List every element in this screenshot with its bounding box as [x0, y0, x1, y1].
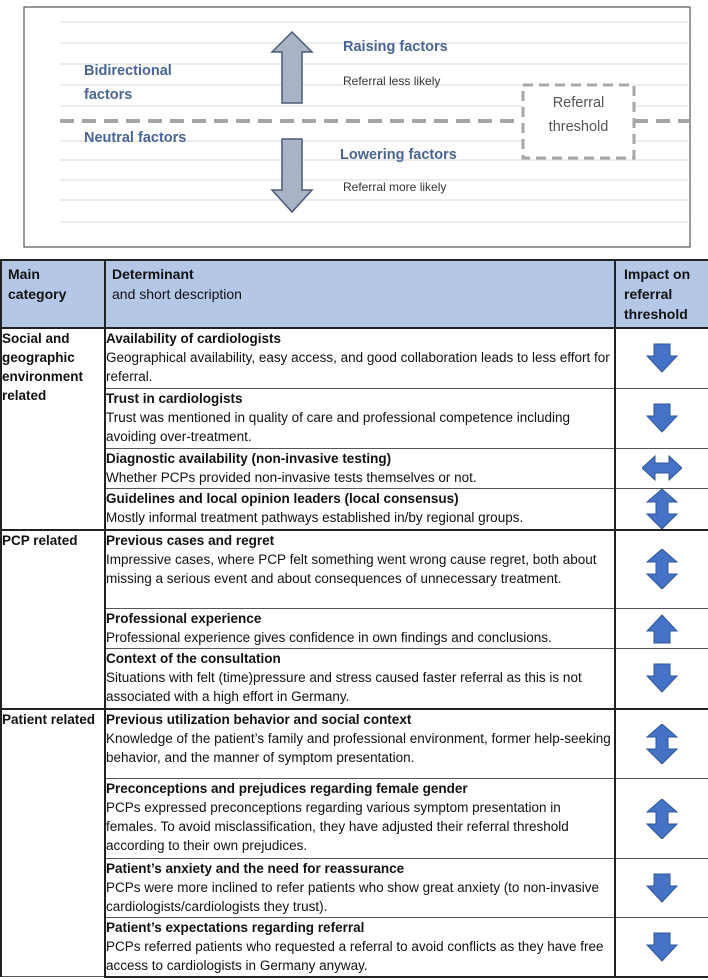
bidirectional-label-2: factors [84, 87, 133, 103]
table-row [1, 448, 708, 488]
impact-down-arrow-icon [646, 402, 678, 434]
determinant-description: Knowledge of the patient’s family and professional environment, former help-seeking behavior, and the manner of symptom presentation. [106, 730, 611, 765]
determinant-title: Context of the consultation [106, 651, 281, 666]
determinant-cell [105, 649, 615, 709]
determinant-title: Professional experience [106, 611, 262, 626]
impact-vertical-arrow-icon [646, 799, 678, 839]
determinant-cell [105, 448, 615, 488]
raising-note: Referral less likely [343, 74, 441, 88]
category-label: Social and geographic environment related [2, 331, 84, 403]
determinant-description: Geographical availability, easy access, and good collaboration leads to less effort for referral. [106, 350, 610, 384]
category-cell [1, 328, 105, 530]
bidirectional-label-1: Bidirectional [84, 63, 172, 79]
determinant-title: Preconceptions and prejudices regarding female gender [106, 781, 468, 796]
threshold-label-2: threshold [548, 119, 609, 135]
determinant-cell [105, 859, 615, 918]
table-body [1, 328, 708, 977]
table-row [1, 779, 708, 859]
impact-cell [615, 388, 708, 448]
category-label: PCP related [2, 532, 78, 548]
header-main-category-text: Main category [8, 266, 67, 302]
determinant-cell [105, 779, 615, 859]
determinant-title: Guidelines and local opinion leaders (local consensus) [106, 490, 459, 506]
determinant-title: Previous cases and regret [106, 532, 275, 548]
category-cell [1, 709, 105, 977]
impact-cell [615, 649, 708, 709]
impact-up-arrow-icon [646, 613, 678, 645]
impact-down-arrow-icon [646, 342, 678, 374]
header-determinant-text: Determinant [112, 266, 194, 282]
category-label: Patient related [2, 711, 96, 727]
impact-cell [615, 530, 708, 609]
impact-vertical-arrow-icon [646, 724, 678, 764]
impact-cell [615, 918, 708, 977]
lowering-note: Referral more likely [343, 180, 447, 194]
header-determinant-sub: and short description [112, 286, 242, 302]
impact-down-arrow-icon [646, 872, 678, 904]
determinant-cell [105, 709, 615, 779]
impact-cell [615, 709, 708, 779]
impact-cell [615, 609, 708, 649]
header-main-category [1, 260, 105, 328]
table-row [1, 530, 708, 609]
impact-down-arrow-icon [646, 931, 678, 963]
impact-vertical-arrow-icon [646, 489, 678, 529]
determinant-title: Previous utilization behavior and social context [106, 711, 412, 727]
table-row [1, 488, 708, 530]
impact-down-arrow-icon [646, 662, 678, 694]
impact-cell [615, 859, 708, 918]
determinants-table [0, 259, 708, 978]
table-row [1, 649, 708, 709]
category-cell [1, 530, 105, 709]
table-row [1, 918, 708, 977]
header-determinant [105, 260, 615, 328]
table-row [1, 388, 708, 448]
header-impact-text: Impact on referral threshold [624, 266, 691, 322]
neutral-factors-label: Neutral factors [84, 130, 187, 146]
determinant-cell [105, 328, 615, 388]
impact-horizontal-arrow-icon [642, 454, 682, 482]
table-row [1, 709, 708, 779]
table-header-row [1, 260, 708, 328]
determinant-description: PCPs referred patients who requested a referral to avoid conflicts as they have free access to cardiologists in Germany anyway. [106, 939, 604, 973]
determinant-cell [105, 609, 615, 649]
determinant-description: Impressive cases, where PCP felt something went wrong cause regret, both about missing a serious event and about consequences of unnecessary treatment. [106, 551, 597, 586]
determinant-title: Patient’s expectations regarding referral [106, 920, 365, 935]
determinant-title: Diagnostic availability (non-invasive testing) [106, 450, 392, 466]
determinant-cell [105, 488, 615, 530]
determinant-title: Availability of cardiologists [106, 331, 282, 346]
determinant-description: Professional experience gives confidence in own findings and conclusions. [106, 630, 552, 645]
table-row [1, 609, 708, 649]
determinant-description: Trust was mentioned in quality of care and professional competence including avoiding over-treatment. [106, 409, 571, 444]
impact-vertical-arrow-icon [646, 549, 678, 589]
table-row [1, 859, 708, 918]
impact-cell [615, 779, 708, 859]
determinant-title: Patient’s anxiety and the need for reassurance [106, 861, 405, 876]
determinant-title: Trust in cardiologists [106, 390, 243, 406]
impact-cell [615, 328, 708, 388]
raising-factors-label: Raising factors [343, 39, 448, 55]
threshold-diagram [0, 0, 708, 258]
header-impact [615, 260, 708, 328]
determinant-description: PCPs expressed preconceptions regarding various symptom presentation in females. To avoid misclassification, they have adjusted their referral threshold according to their own prejudices. [106, 800, 569, 853]
determinant-description: Whether PCPs provided non-invasive tests themselves or not. [106, 469, 477, 485]
determinant-description: PCPs were more inclined to refer patients who show great anxiety (to non-invasive cardiologists/cardiologists they trust). [106, 880, 599, 914]
determinant-cell [105, 388, 615, 448]
table-row [1, 328, 708, 388]
determinant-description: Situations with felt (time)pressure and stress caused faster referral as this is not associated with a high effort in Germany. [106, 670, 582, 704]
impact-cell [615, 488, 708, 530]
impact-cell [615, 448, 708, 488]
determinant-description: Mostly informal treatment pathways established in/by regional groups. [106, 509, 524, 525]
determinant-cell [105, 918, 615, 977]
threshold-label-1: Referral [552, 95, 605, 111]
determinant-cell [105, 530, 615, 609]
lowering-factors-label: Lowering factors [340, 147, 457, 163]
